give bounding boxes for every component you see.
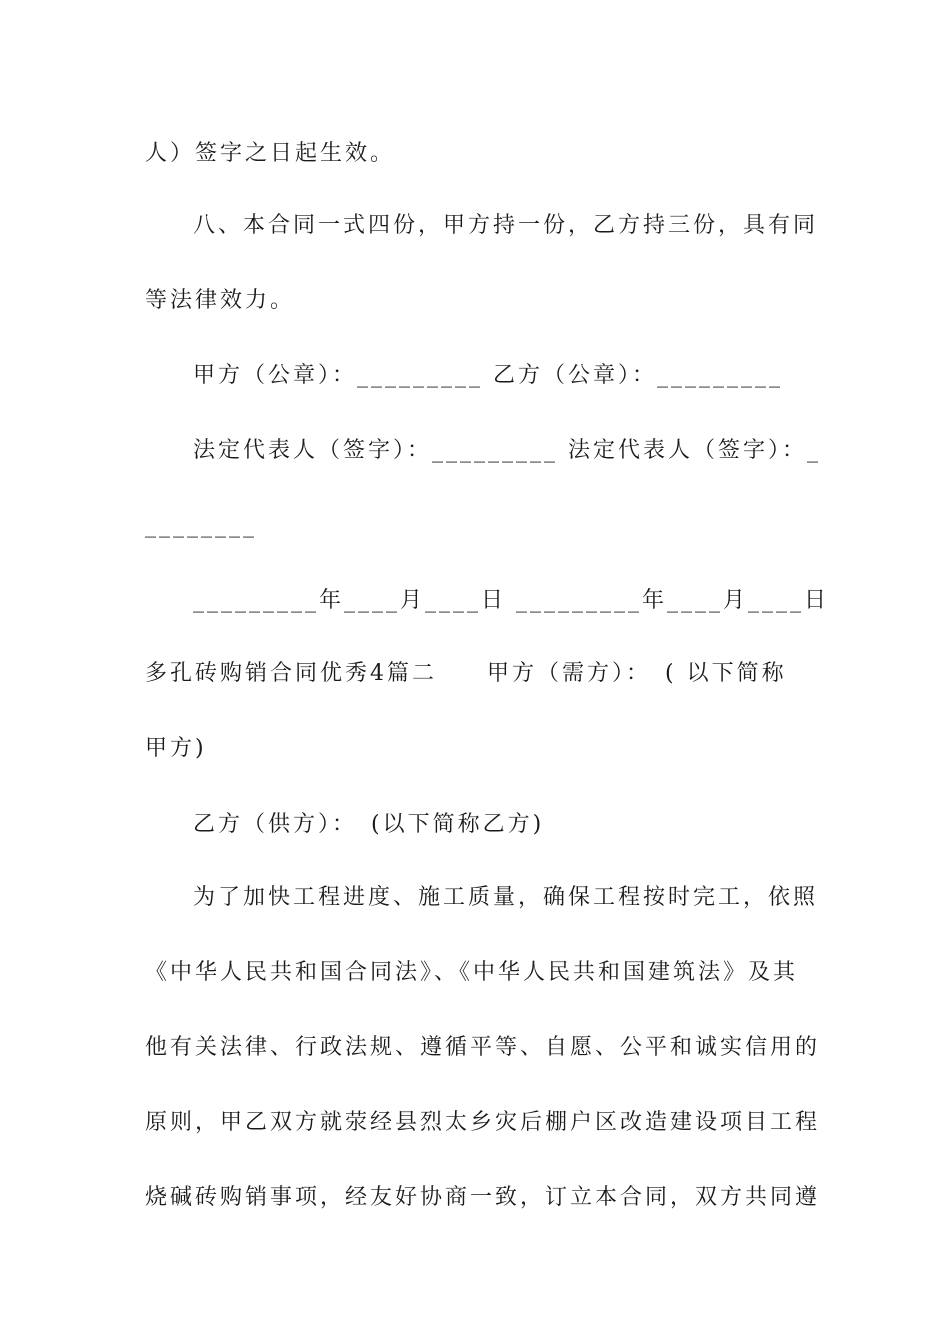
- text-line: 为了加快工程进度、施工质量，确保工程按时完工，依照: [193, 885, 819, 910]
- text-line: 《中华人民共和国合同法》、《中华人民共和国建筑法》及其: [145, 960, 799, 985]
- text-line: 八、本合同一式四份，甲方持一份，乙方持三份，具有同: [193, 213, 819, 238]
- text-line: 甲方): [145, 736, 207, 761]
- signature-line-seal: 甲方（公章）：_________ 乙方（公章）：_________: [193, 363, 783, 388]
- signature-line-representative: 法定代表人（签字）：_________ 法定代表人（签字）：_: [193, 438, 821, 463]
- text-line: 烧碱砖购销事项，经友好协商一致，订立本合同，双方共同遵: [145, 1185, 821, 1210]
- text-line: 人）签字之日起生效。: [145, 141, 396, 166]
- date-line: _________年____月____日 _________年____月____日: [193, 588, 829, 613]
- text-line: 等法律效力。: [145, 288, 296, 313]
- section-heading-line: 多孔砖购销合同优秀4篇二 甲方（需方）： ( 以下简称: [145, 661, 787, 686]
- text-line: 他有关法律、行政法规、遵循平等、自愿、公平和诚实信用的: [145, 1035, 821, 1060]
- text-line: 乙方（供方）： (以下简称乙方): [193, 812, 545, 837]
- signature-line-continuation: ________: [145, 513, 257, 538]
- text-line: 原则，甲乙双方就荥经县烈太乡灾后棚户区改造建设项目工程: [145, 1110, 821, 1135]
